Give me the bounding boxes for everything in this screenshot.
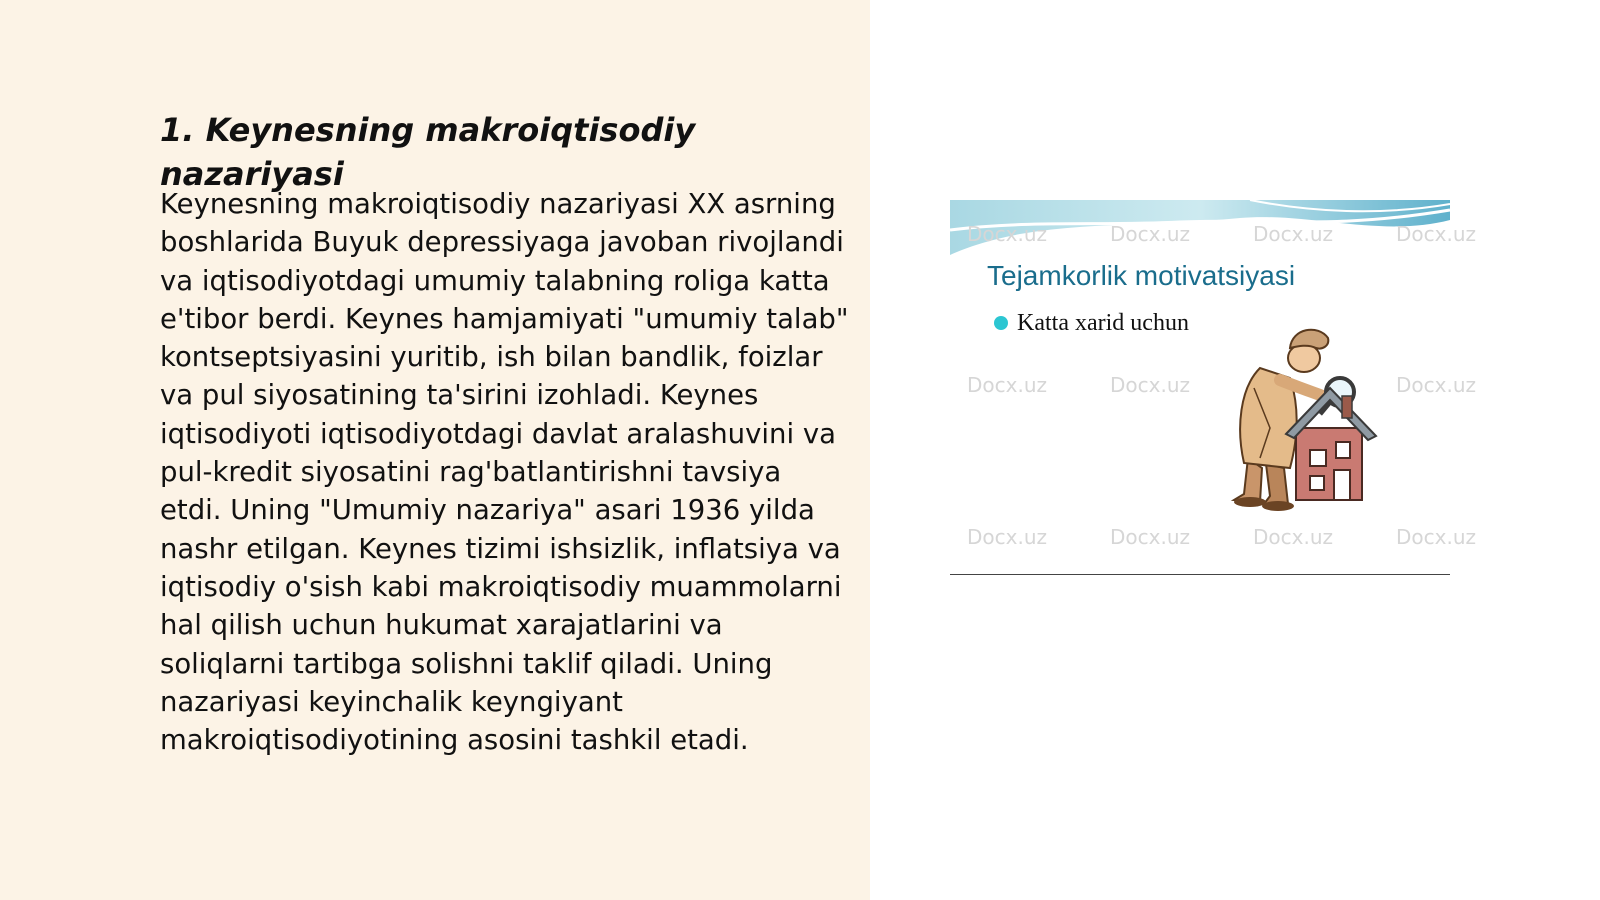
section-body-text: Keynesning makroiqtisodiy nazariyasi XX asrning boshlarida Buyuk depressiyaga javoban rivojlandi va iqtisodiyotdagi umumiy talabning roliga katta e'tibor berdi. Keynes hamjamiyati "umumiy talab" kontseptsiyasini yuritib, ish bilan bandlik, foizlar va pul siyosatining ta'sirini izohladi. Keynes iqtisodiyoti iqtisodiyotdagi davlat aralashuvini va pul-kredit siyosatini rag'batlantirishni tavsiya etdi. Uning "Umumiy nazariya" asari 1936 yilda nashr etilgan. Keynes tizimi ishsizlik, inflatsiya va iqtisodiy o'sish kabi makroiqtisodiy muammolarni hal qilish uchun hukumat xarajatlarini va soliqlarni tartibga solishni taklif qiladi. Uning nazariyasi keyinchalik keyngiyant makroiqtisodiyotining asosini tashkil etadi. bbox=[160, 188, 849, 757]
watermark-text: Docx.uz bbox=[967, 373, 1047, 397]
watermark-text: Docx.uz bbox=[1110, 222, 1190, 246]
slide-image bbox=[950, 200, 1476, 575]
bullet-text: Katta xarid uchun bbox=[1017, 310, 1189, 336]
bullet-icon bbox=[994, 316, 1008, 330]
watermark-text: Docx.uz bbox=[1253, 222, 1333, 246]
watermark-text: Docx.uz bbox=[1110, 373, 1190, 397]
watermark-text: Docx.uz bbox=[1253, 525, 1333, 549]
watermark-text: Docx.uz bbox=[967, 222, 1047, 246]
watermark-text: Docx.uz bbox=[967, 525, 1047, 549]
watermark-text: Docx.uz bbox=[1396, 525, 1476, 549]
detective-house-icon bbox=[1230, 318, 1390, 514]
slide-title: Tejamkorlik motivatsiyasi bbox=[987, 260, 1296, 291]
watermark-text: Docx.uz bbox=[1110, 525, 1190, 549]
section-heading: 1. Keynesning makroiqtisodiy nazariyasi bbox=[160, 111, 696, 193]
watermark-text: Docx.uz bbox=[1396, 222, 1476, 246]
watermark-text: Docx.uz bbox=[1396, 373, 1476, 397]
